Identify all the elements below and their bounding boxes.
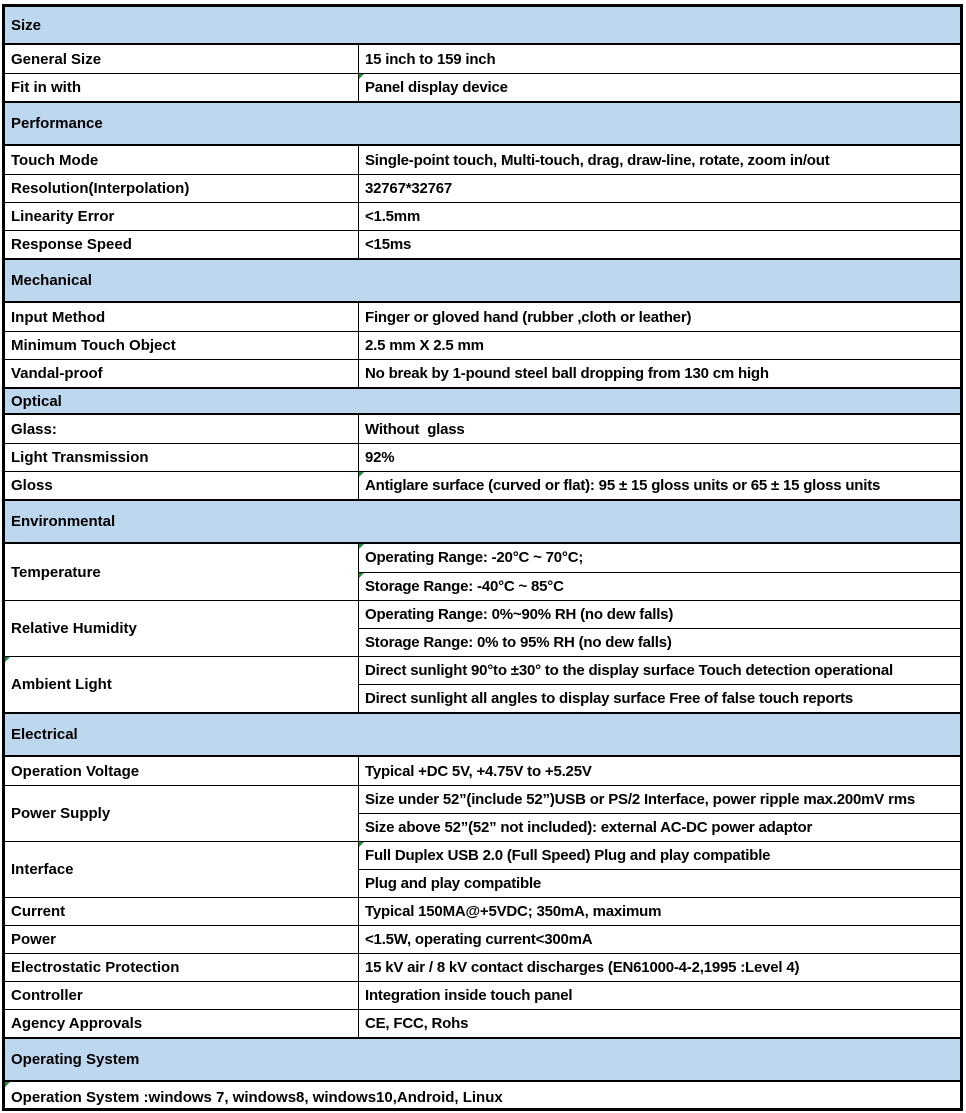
spec-row	[5, 174, 960, 202]
spec-section	[5, 1037, 960, 1111]
spec-row	[5, 544, 960, 600]
spec-values	[359, 657, 960, 712]
spec-value: Size under 52”(include 52”)USB or PS/2 Interface, power ripple max.200mV rms	[365, 791, 915, 808]
spec-value: <15ms	[365, 236, 412, 253]
spec-label: Response Speed	[5, 231, 359, 258]
spec-values	[359, 146, 960, 174]
spec-values	[359, 360, 960, 387]
spec-label: Input Method	[5, 303, 359, 331]
spec-row	[5, 443, 960, 471]
spec-values	[359, 74, 960, 101]
spec-value: Antiglare surface (curved or flat): 95 ± 15 gloss units or 65 ± 15 gloss units	[359, 472, 960, 499]
spec-row	[5, 303, 960, 331]
spec-values	[359, 444, 960, 471]
spec-row	[5, 656, 960, 712]
spec-label: Ambient Light	[5, 657, 359, 712]
section-header: Electrical	[5, 714, 960, 757]
spec-values	[359, 982, 960, 1009]
spec-row	[5, 202, 960, 230]
section-header: Optical	[5, 389, 960, 415]
spec-values	[359, 544, 960, 600]
cell-marker-icon	[359, 544, 364, 549]
spec-label: Interface	[5, 842, 359, 897]
spec-section	[5, 712, 960, 1037]
spec-table	[2, 4, 963, 1111]
spec-label: Power	[5, 926, 359, 953]
spec-values	[359, 472, 960, 499]
spec-section	[5, 7, 960, 101]
spec-label: Operation Voltage	[5, 757, 359, 785]
spec-values	[359, 898, 960, 925]
spec-row	[5, 471, 960, 499]
cell-marker-icon	[359, 573, 364, 578]
spec-values	[359, 757, 960, 785]
spec-values	[359, 231, 960, 258]
spec-value: Direct sunlight all angles to display surface Free of false touch reports	[359, 684, 960, 712]
spec-label: Gloss	[5, 472, 359, 499]
spec-row	[5, 331, 960, 359]
spec-label: Power Supply	[5, 786, 359, 841]
spec-row	[5, 981, 960, 1009]
spec-value: Full Duplex USB 2.0 (Full Speed) Plug and play compatible	[359, 842, 960, 869]
spec-value: Plug and play compatible	[359, 869, 960, 897]
cell-marker-icon	[5, 1082, 10, 1087]
spec-value: Typical +DC 5V, +4.75V to +5.25V	[365, 762, 592, 780]
spec-label: Agency Approvals	[5, 1010, 359, 1037]
spec-value: Storage Range: 0% to 95% RH (no dew falls)	[359, 628, 960, 656]
spec-label: Linearity Error	[5, 203, 359, 230]
spec-section	[5, 258, 960, 387]
spec-values	[359, 45, 960, 73]
spec-row	[5, 359, 960, 387]
spec-label: Glass:	[5, 415, 359, 443]
spec-row-full	[5, 1082, 960, 1111]
cell-marker-icon	[5, 657, 10, 662]
section-header: Mechanical	[5, 260, 960, 303]
spec-row	[5, 230, 960, 258]
spec-value: 32767*32767	[365, 180, 453, 197]
cell-marker-icon	[359, 842, 364, 847]
spec-label: Relative Humidity	[5, 601, 359, 656]
spec-section	[5, 499, 960, 712]
spec-value: Single-point touch, Multi-touch, drag, draw-line, rotate, zoom in/out	[365, 151, 830, 169]
spec-row	[5, 415, 960, 443]
spec-label: Resolution(Interpolation)	[5, 175, 359, 202]
spec-value: Direct sunlight 90°to ±30° to the display surface Touch detection operational	[365, 662, 893, 679]
spec-value: 15 kV air / 8 kV contact discharges (EN61000-4-2,1995 :Level 4)	[365, 959, 800, 976]
spec-value: Panel display device	[359, 74, 960, 101]
spec-value: Integration inside touch panel	[365, 987, 573, 1004]
spec-label: Controller	[5, 982, 359, 1009]
spec-value: <1.5mm	[365, 208, 421, 225]
spec-section	[5, 101, 960, 258]
spec-row	[5, 785, 960, 841]
spec-value: Without glass	[365, 420, 465, 438]
spec-value: Operating Range: -20°C ~ 70°C;	[359, 544, 960, 572]
spec-value: Size above 52”(52” not included): external AC-DC power adaptor	[359, 813, 960, 841]
spec-section	[5, 387, 960, 499]
spec-value: 92%	[365, 449, 395, 466]
spec-label: Fit in with	[5, 74, 359, 101]
spec-values	[359, 332, 960, 359]
spec-value-full: Operation System :windows 7, windows8, windows10,Android, Linux	[5, 1082, 960, 1111]
spec-row	[5, 897, 960, 925]
spec-row	[5, 146, 960, 174]
spec-row	[5, 841, 960, 897]
spec-value: <1.5W, operating current<300mA	[365, 931, 593, 948]
spec-values	[359, 954, 960, 981]
spec-row	[5, 757, 960, 785]
spec-label: General Size	[5, 45, 359, 73]
spec-label: Touch Mode	[5, 146, 359, 174]
spec-values	[359, 842, 960, 897]
spec-values	[359, 203, 960, 230]
spec-values	[359, 926, 960, 953]
spec-value: No break by 1-pound steel ball dropping from 130 cm high	[365, 365, 769, 382]
spec-label: Electrostatic Protection	[5, 954, 359, 981]
spec-value: CE, FCC, Rohs	[365, 1015, 469, 1032]
spec-label: Minimum Touch Object	[5, 332, 359, 359]
spec-label: Light Transmission	[5, 444, 359, 471]
spec-label: Vandal-proof	[5, 360, 359, 387]
spec-value: Operating Range: 0%~90% RH (no dew falls)	[365, 606, 674, 623]
spec-label: Current	[5, 898, 359, 925]
spec-values	[359, 415, 960, 443]
cell-marker-icon	[359, 472, 364, 477]
spec-row	[5, 953, 960, 981]
spec-row	[5, 73, 960, 101]
section-header: Operating System	[5, 1039, 960, 1082]
section-header: Performance	[5, 103, 960, 146]
spec-values	[359, 303, 960, 331]
section-header: Size	[5, 7, 960, 45]
spec-value: Finger or gloved hand (rubber ,cloth or leather)	[365, 308, 692, 326]
cell-marker-icon	[359, 74, 364, 79]
spec-values	[359, 1010, 960, 1037]
spec-row	[5, 600, 960, 656]
spec-row	[5, 1009, 960, 1037]
section-header: Environmental	[5, 501, 960, 544]
spec-values	[359, 601, 960, 656]
spec-row	[5, 45, 960, 73]
spec-label: Temperature	[5, 544, 359, 600]
spec-value: Typical 150MA@+5VDC; 350mA, maximum	[365, 903, 662, 920]
spec-value: 15 inch to 159 inch	[365, 50, 496, 68]
spec-values	[359, 786, 960, 841]
spec-row	[5, 925, 960, 953]
spec-value: 2.5 mm X 2.5 mm	[365, 337, 484, 354]
spec-values	[359, 175, 960, 202]
spec-value: Storage Range: -40°C ~ 85°C	[359, 572, 960, 601]
